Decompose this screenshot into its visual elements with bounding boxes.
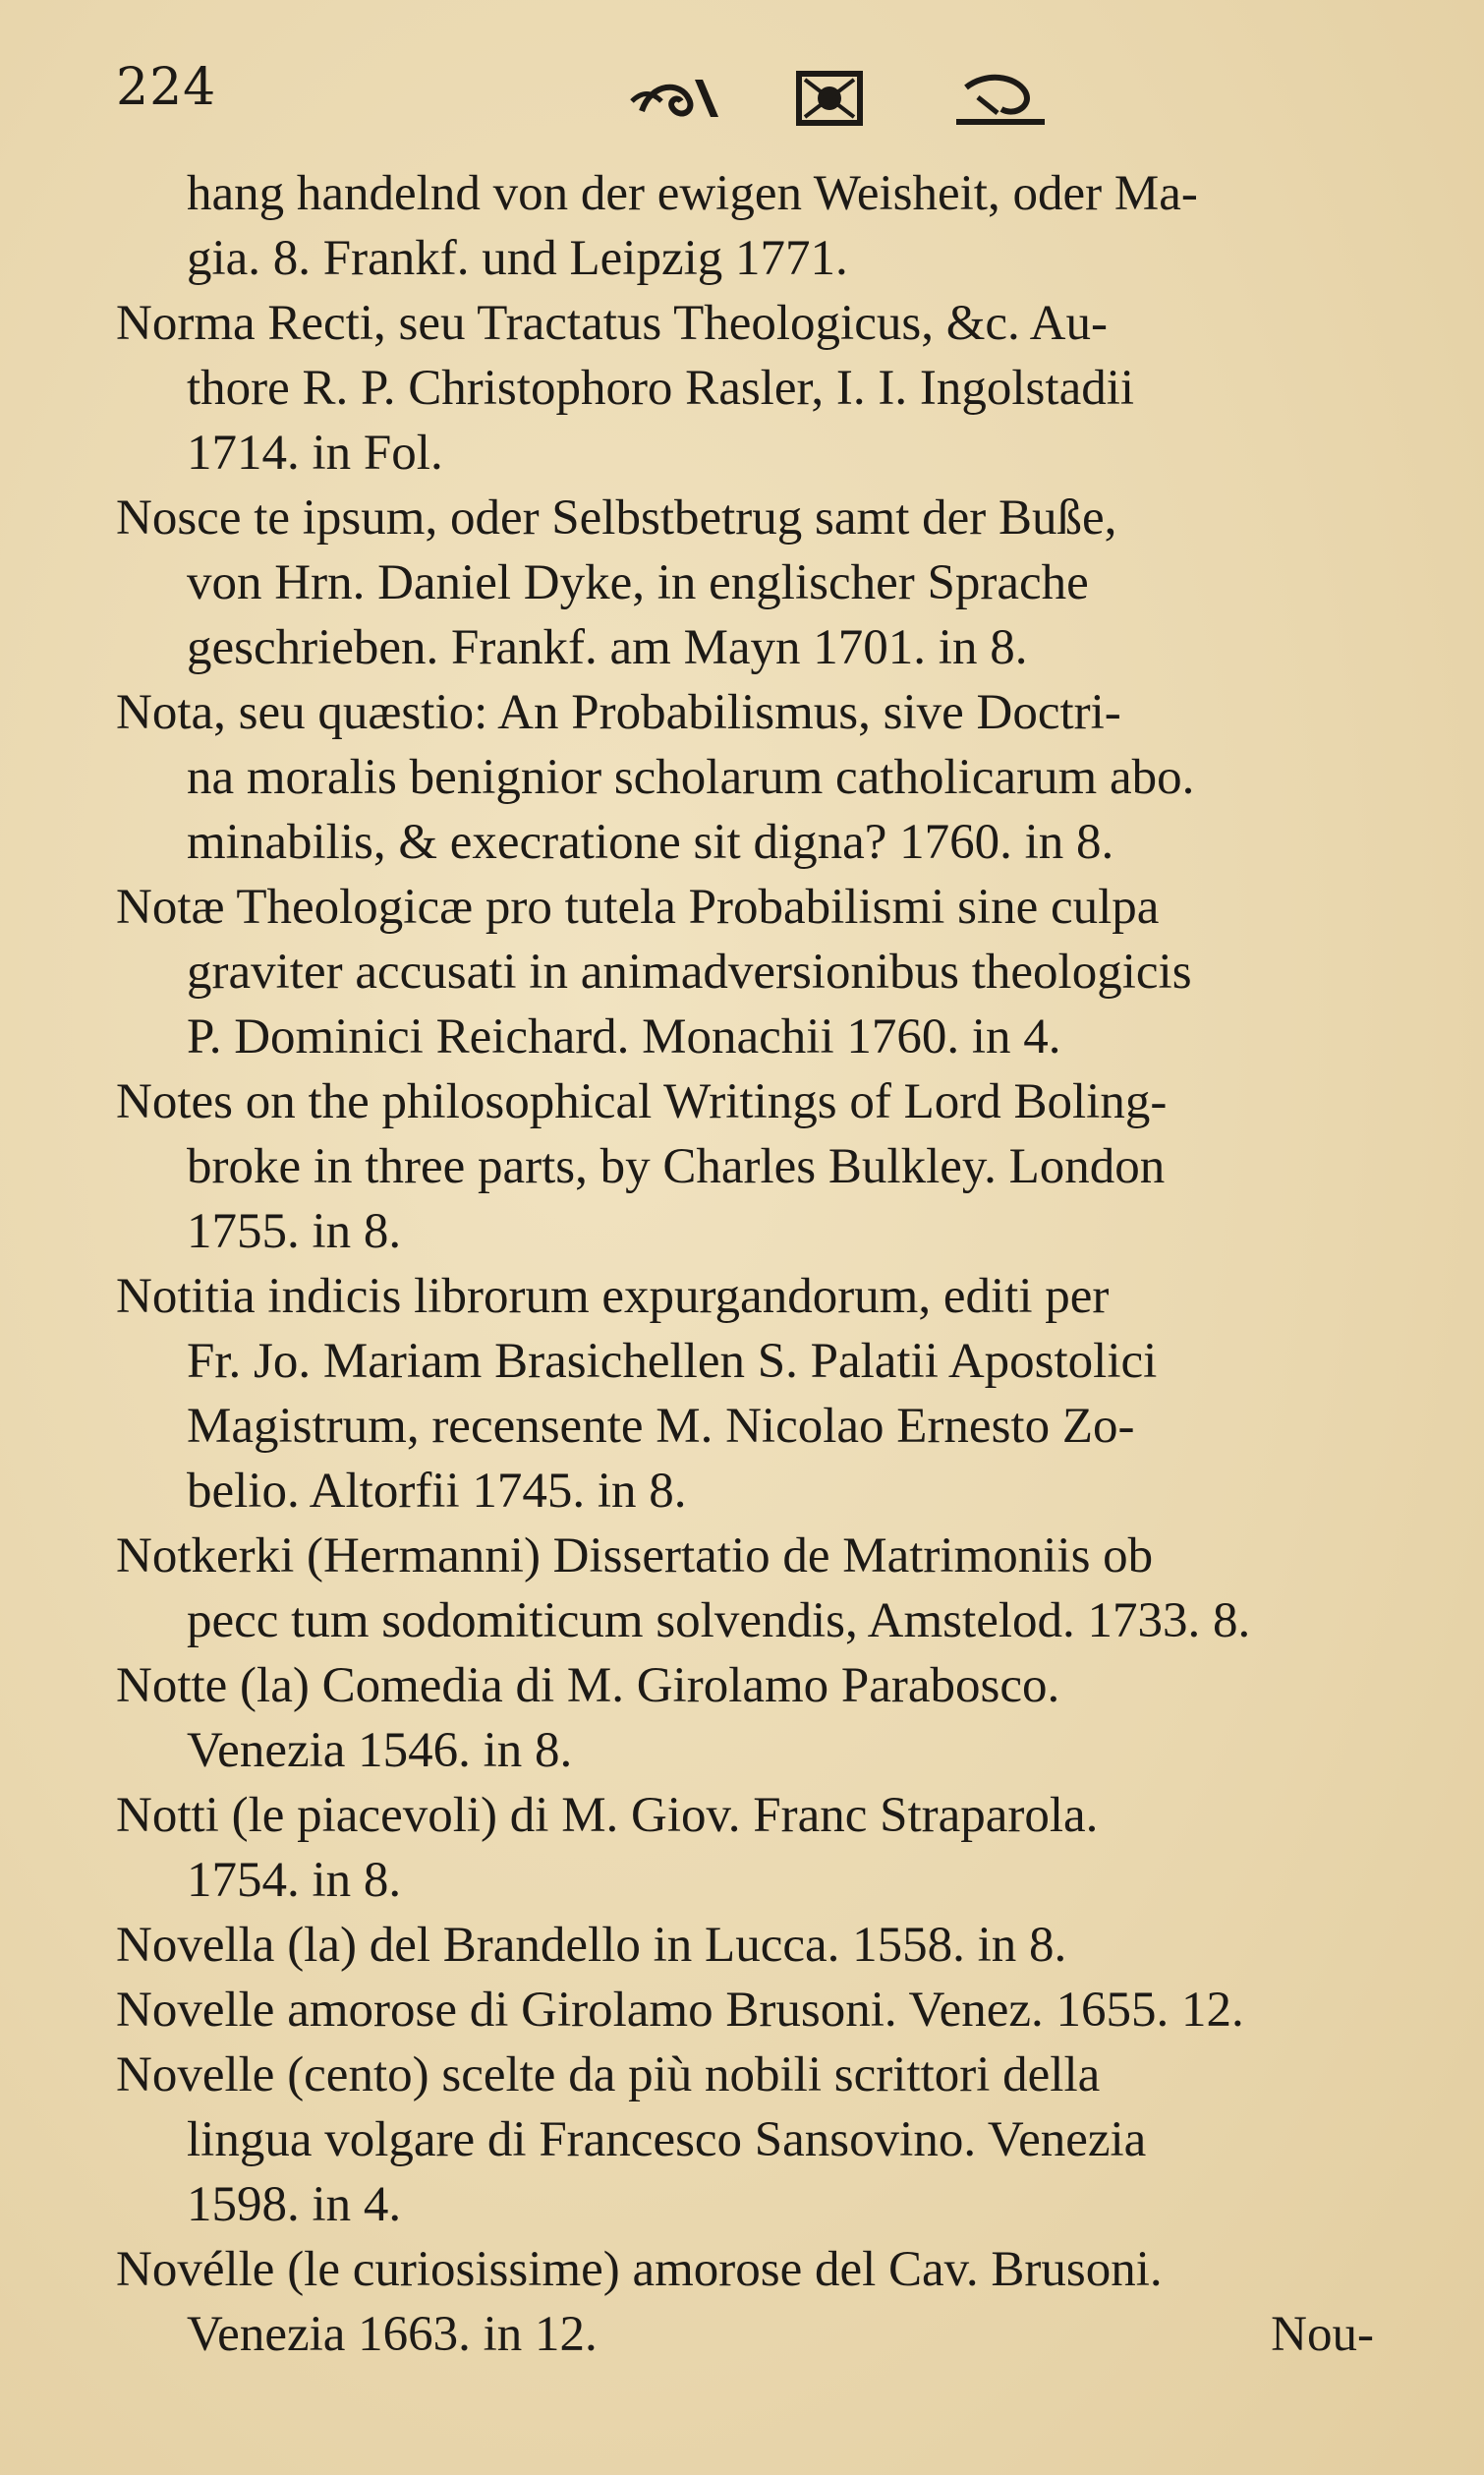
entry-line: Notkerki (Hermanni) Dissertatio de Matrimoniis ob — [116, 1528, 1154, 1583]
page-number: 224 — [116, 58, 217, 117]
entry-line: Notte (la) Comedia di M. Girolamo Parabosco. — [116, 1658, 1060, 1713]
bibliography-entries — [116, 161, 1433, 2367]
bibliography-entry — [116, 1264, 1433, 1524]
entry-line: von Hrn. Daniel Dyke, in englischer Sprache — [187, 555, 1089, 610]
entry-line: 1755. in 8. — [187, 1204, 402, 1259]
entry-line: pecc tum sodomiticum solvendis, Amstelod. 1733. 8. — [187, 1593, 1251, 1648]
entry-line: na moralis benignior scholarum catholicarum abo. — [187, 750, 1195, 805]
entry-line: broke in three parts, by Charles Bulkley. London — [187, 1139, 1166, 1194]
entry-line: Novelle amorose di Girolamo Brusoni. Venez. 1655. 12. — [116, 1983, 1244, 2038]
entry-line: Notitia indicis librorum expurgandorum, editi per — [116, 1269, 1110, 1324]
entry-line: minabilis, & execratione sit digna? 1760. in 8. — [187, 815, 1114, 870]
entry-line: Magistrum, recensente M. Nicolao Ernesto Zo- — [187, 1399, 1135, 1454]
entry-line: Notes on the philosophical Writings of Lord Boling- — [116, 1074, 1168, 1129]
bibliography-entry — [116, 1653, 1433, 1783]
page-header — [116, 54, 1403, 133]
bibliography-entry — [116, 2043, 1433, 2237]
bibliography-entry — [116, 1069, 1433, 1264]
entry-line: geschrieben. Frankf. am Mayn 1701. in 8. — [187, 620, 1028, 675]
entry-line: Norma Recti, seu Tractatus Theologicus, &c. Au- — [116, 296, 1108, 351]
bibliography-entry — [116, 1524, 1433, 1653]
entry-line: Nosce te ipsum, oder Selbstbetrug samt der Buße, — [116, 490, 1117, 546]
bibliography-entry — [116, 1978, 1433, 2043]
entry-line: Novelle (cento) scelte da più nobili scrittori della — [116, 2047, 1101, 2102]
entry-line: 1754. in 8. — [187, 1853, 402, 1908]
catchword: Nou- — [1271, 2307, 1374, 2362]
entry-line: Novélle (le curiosissime) amorose del Cav. Brusoni. — [116, 2242, 1163, 2297]
bibliography-entry — [116, 1913, 1433, 1978]
entry-line: Novella (la) del Brandello in Lucca. 1558. in 8. — [116, 1918, 1067, 1973]
bibliography-entry — [116, 291, 1433, 486]
entry-line: belio. Altorfii 1745. in 8. — [187, 1464, 687, 1519]
entry-line: Venezia 1546. in 8. — [187, 1723, 573, 1778]
entry-line: 1714. in Fol. — [187, 426, 443, 481]
entry-line: gia. 8. Frankf. und Leipzig 1771. — [187, 231, 848, 286]
bibliography-entry — [116, 680, 1433, 875]
bibliography-entry — [116, 161, 1433, 291]
entry-line: Notæ Theologicæ pro tutela Probabilismi sine culpa — [116, 880, 1160, 935]
entry-line: Nota, seu quæstio: An Probabilismus, sive Doctri- — [116, 685, 1121, 740]
printer-ornament-icon — [612, 62, 1064, 131]
bibliography-entry — [116, 486, 1433, 680]
entry-line: 1598. in 4. — [187, 2177, 402, 2232]
entry-line: Notti (le piacevoli) di M. Giov. Franc Straparola. — [116, 1788, 1099, 1843]
entry-line: hang handelnd von der ewigen Weisheit, oder Ma- — [187, 166, 1198, 221]
entry-line: Fr. Jo. Mariam Brasichellen S. Palatii Apostolici — [187, 1334, 1158, 1389]
entry-line: P. Dominici Reichard. Monachii 1760. in 4. — [187, 1009, 1061, 1065]
entry-line: lingua volgare di Francesco Sansovino. Venezia — [187, 2112, 1147, 2167]
bibliography-entry — [116, 875, 1433, 1069]
entry-line: thore R. P. Christophoro Rasler, I. I. Ingolstadii — [187, 361, 1135, 416]
entry-line: graviter accusati in animadversionibus theologicis — [187, 945, 1192, 1000]
entry-line: Venezia 1663. in 12. Nou- — [116, 2302, 1433, 2367]
bibliography-entry — [116, 2237, 1433, 2367]
bibliography-entry — [116, 1783, 1433, 1913]
